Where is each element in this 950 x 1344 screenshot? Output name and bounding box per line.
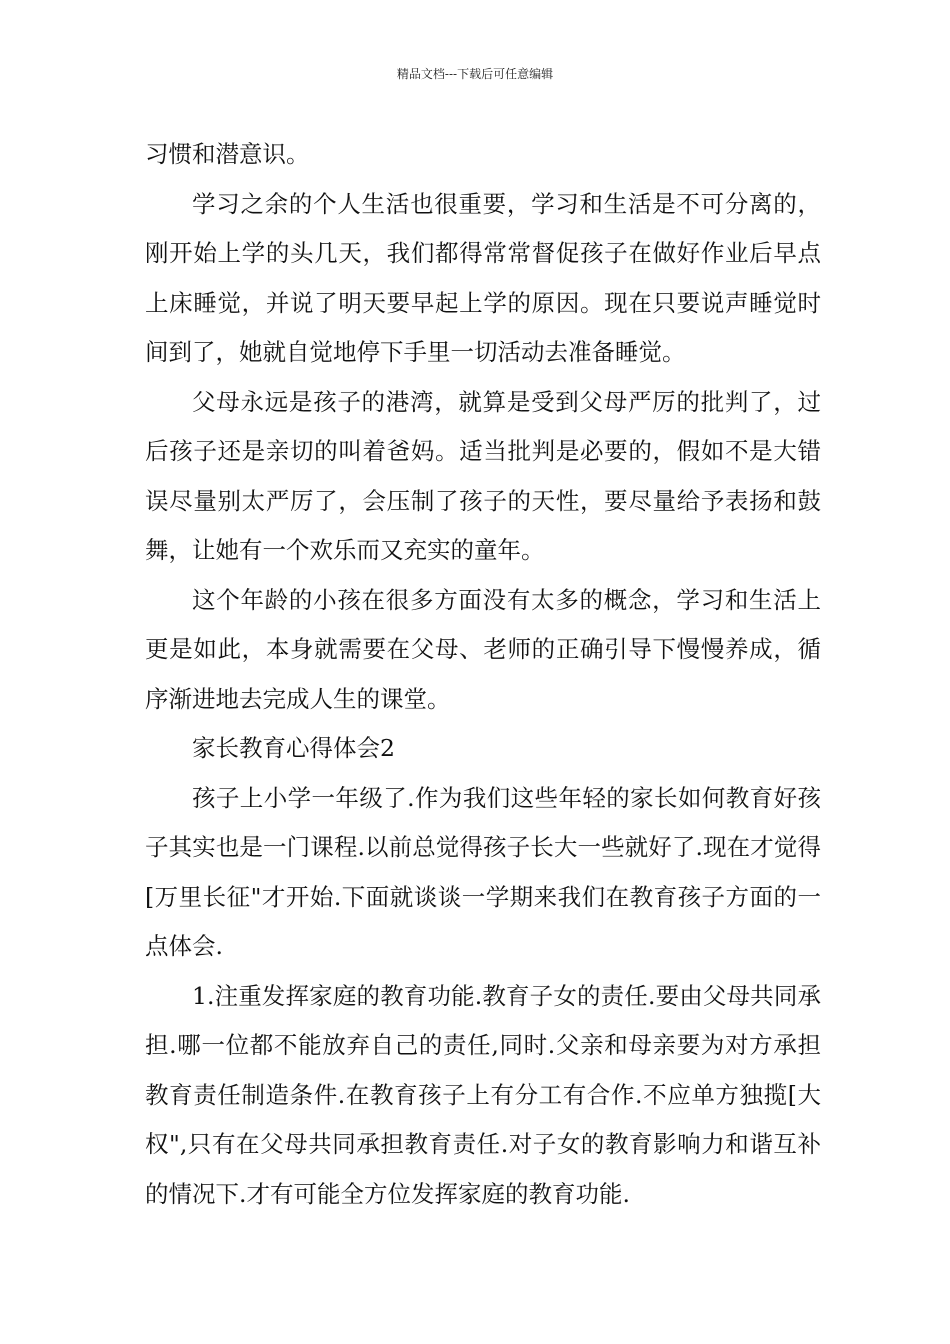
paragraph: 1.注重发挥家庭的教育功能.教育子女的责任.要由父母共同承担.哪一位都不能放弃自己的责任,同时.父亲和母亲要为对方承担教育责任制造条件.在教育孩子上有分工有合作.不应单方独揽[大权",只有在父母共同承担教育责任.对子女的教育影响力和谐互补的情况下.才有可能全方位发挥家庭的教育功能. — [145, 981, 821, 1208]
paragraph: 父母永远是孩子的港湾，就算是受到父母严厉的批判了，过后孩子还是亲切的叫着爸妈。适当批判是必要的，假如不是大错误尽量别太严厉了，会压制了孩子的天性，要尽量给予表扬和鼓舞，让她有一个欢乐而又充实的童年。 — [145, 387, 821, 564]
paragraph: 这个年龄的小孩在很多方面没有太多的概念，学习和生活上更是如此，本身就需要在父母、老师的正确引导下慢慢养成，循序渐进地去完成人生的课堂。 — [145, 585, 821, 713]
paragraph: 孩子上小学一年级了.作为我们这些年轻的家长如何教育好孩子其实也是一门课程.以前总觉得孩子长大一些就好了.现在才觉得[万里长征"才开始.下面就谈谈一学期来我们在教育孩子方面的一点体会. — [145, 783, 821, 960]
page-header: 精品文档---下载后可任意编辑 — [396, 67, 554, 81]
document-body — [145, 130, 821, 1219]
section-heading: 家长教育心得体会2 — [192, 734, 395, 762]
paragraph: 学习之余的个人生活也很重要，学习和生活是不可分离的，刚开始上学的头几天，我们都得常常督促孩子在做好作业后早点上床睡觉，并说了明天要早起上学的原因。现在只要说声睡觉时间到了，她就自觉地停下手里一切活动去准备睡觉。 — [145, 189, 821, 366]
paragraph-continuation: 习惯和潜意识。 — [145, 140, 310, 168]
